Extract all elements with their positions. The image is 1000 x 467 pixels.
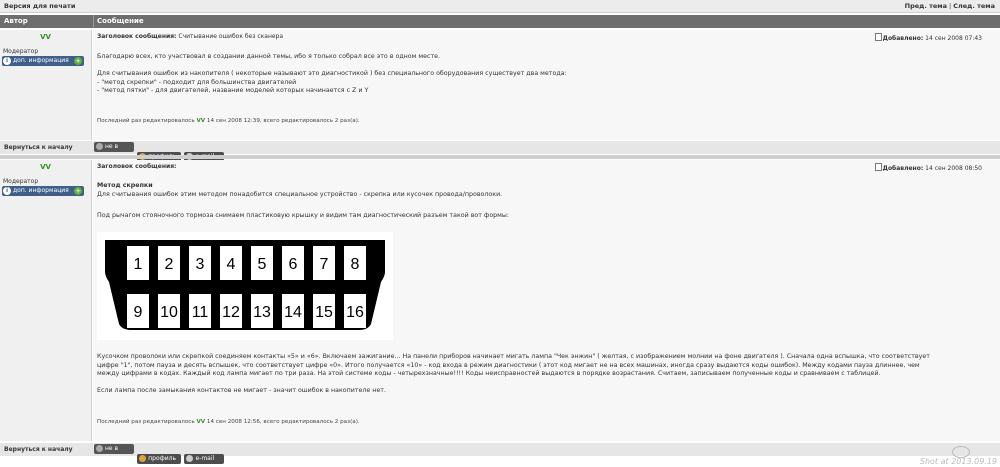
profile-label: профиль: [148, 455, 177, 462]
connector-pin-label: 15: [315, 304, 333, 321]
body-line: Для считывания ошибок этим методом понадобится специальное устройство - скрепка или кусочек провода/проволоки.: [97, 190, 503, 198]
offline-label: не в сети: [105, 445, 120, 462]
post-date: [875, 33, 982, 42]
watermark: Shot at 2013.09.19: [919, 457, 997, 466]
body-line: [97, 199, 977, 208]
info-icon: i: [3, 57, 11, 65]
author-column-header: Автор: [4, 17, 28, 25]
post-author-panel: [0, 30, 92, 140]
connector-pin-label: 4: [226, 256, 236, 273]
post-body: [97, 53, 977, 96]
body-line: - "метод скрепки" - подходит для большинства двигателей: [97, 78, 297, 86]
topic-nav-separator: |: [949, 2, 952, 10]
expand-plus-icon: +: [75, 57, 81, 65]
post-actions: [94, 444, 225, 464]
connector-pin-label: 6: [288, 256, 298, 273]
posted-date: 14 сен 2008 08:50: [925, 165, 982, 172]
body-line: Если лампа после замыкания контактов не мигает - значит ошибок в накопителе нет.: [97, 387, 386, 395]
offline-label: не в: [105, 143, 119, 150]
post-content: [93, 30, 1000, 140]
post-1-footer: [0, 141, 1000, 154]
author-name[interactable]: VV: [40, 163, 51, 171]
message-column-header: Сообщение: [93, 15, 144, 28]
prev-topic-link[interactable]: Пред. тема: [904, 2, 947, 10]
edit-note-suffix: 14 сен 2008 12:39, всего редактировалось 2 раз(а).: [206, 118, 360, 124]
post-actions: [94, 142, 225, 162]
obd-connector-image: [97, 232, 393, 340]
edit-note-suffix: 14 сен 2008 12:56, всего редактировалось 2 раз(а).: [206, 419, 360, 425]
profile-icon: [139, 455, 146, 462]
edit-note-prefix: Последний раз редактировалось: [97, 118, 195, 124]
author-rank: Модератор: [3, 178, 39, 185]
connector-pin-label: 14: [284, 304, 302, 321]
posted-label: Добавлено:: [882, 35, 924, 42]
more-info-button[interactable]: [2, 186, 84, 196]
post-link-icon[interactable]: [875, 163, 882, 171]
offline-status-button[interactable]: [94, 142, 134, 152]
post-date: [875, 163, 982, 172]
body-heading: Метод скрепки: [97, 182, 153, 189]
edit-note: [97, 419, 360, 425]
connector-pin-label: 7: [319, 256, 329, 273]
obd-connector-diagram: [97, 232, 393, 340]
body-line: [97, 62, 977, 71]
status-icon: [96, 143, 103, 150]
connector-pin-label: 16: [346, 304, 364, 321]
connector-pin-label: 12: [222, 304, 240, 321]
more-info-label: доп. информация: [13, 57, 69, 64]
profile-button[interactable]: [137, 454, 181, 464]
connector-pin-label: 3: [195, 256, 205, 273]
connector-pin-label: 5: [257, 256, 267, 273]
table-header: [0, 15, 1000, 28]
status-icon: [96, 445, 103, 452]
email-button[interactable]: [184, 454, 224, 464]
subject-label: Заголовок сообщения:: [97, 33, 177, 40]
connector-pin-label: 13: [253, 304, 271, 321]
body-line: Под рычагом стояночного тормоза снимаем пластиковую крышку и видим там диагностический разъем такой вот формы:: [97, 211, 510, 219]
post-1: [0, 30, 1000, 140]
edit-note-user[interactable]: VV: [196, 419, 206, 425]
offline-status-button[interactable]: [94, 444, 134, 462]
body-line: между цифрами в кодах. Каждый код лампа мигает по три раза. На этой системе коды - четырехзначные!!!! Коды неисправностей выдаются в порядке возрастания. Считаем, записываем полученные коды и сравниваем с таблицей.: [97, 370, 881, 378]
edit-note-user[interactable]: VV: [196, 118, 206, 124]
connector-pin-label: 10: [160, 304, 178, 321]
edit-note: [97, 118, 360, 124]
author-rank: Модератор: [3, 48, 39, 55]
author-name[interactable]: VV: [40, 33, 51, 41]
email-icon: [186, 455, 193, 462]
post-body-bottom: [97, 353, 977, 396]
post-subject: [97, 163, 176, 170]
post-body-top: [97, 182, 977, 220]
post-subject: [97, 33, 283, 40]
subject-text: Считывание ошибок без сканера: [178, 33, 284, 40]
next-topic-link[interactable]: След. тема: [953, 2, 995, 10]
body-line: - "метод пятки" - для двигателей, название моделей которых начинается с Z и Y: [97, 87, 369, 95]
connector-pin-label: 1: [133, 256, 143, 273]
posted-label: Добавлено:: [882, 165, 924, 172]
expand-plus-icon: +: [75, 187, 81, 195]
print-version-link[interactable]: Версия для печати: [4, 2, 76, 10]
body-line: Кусочком проволоки или скрепкой соединяем контакты «5» и «6». Включаем зажигание... На панели приборов начинает мигать лампа "Чек энжин" ( желтая, с изображением молнии на фоне двигателя ). Сначала одна вспышка, что соответствует: [97, 353, 930, 360]
edit-note-prefix: Последний раз редактировалось: [97, 419, 195, 425]
more-info-label: доп. информация: [13, 187, 69, 194]
post-divider: [0, 155, 1000, 159]
body-line: Для считывания ошибок из накопителя ( некоторые называют это диагностикой ) без специального оборудования существует два метода:: [97, 70, 567, 78]
back-to-top-link[interactable]: Вернуться к началу: [4, 446, 73, 453]
posted-date: 14 сен 2008 07:43: [925, 35, 982, 42]
connector-pin-label: 11: [191, 304, 209, 321]
top-bar: [0, 0, 1000, 13]
connector-pin-label: 2: [164, 256, 174, 273]
email-label: e-mail: [195, 455, 215, 462]
topic-nav: [905, 2, 995, 10]
body-line: цифре "1", потом пауза и десять вспышек, что соответствует цифре «0». Итого получается «10» - код входа в режим диагностики ( этот код мигает не на всех машинах, иногда сразу выдаются коды ошибок). Между кодами пауза длиннее, чем: [97, 361, 920, 369]
back-to-top-link[interactable]: Вернуться к началу: [4, 144, 73, 151]
subject-label: Заголовок сообщения:: [97, 163, 177, 170]
post-link-icon[interactable]: [875, 33, 882, 41]
body-line: Благодарю всех, кто участвовал в создании данной темы, ибо я только собрал все это в одном месте.: [97, 53, 441, 60]
info-icon: i: [3, 187, 11, 195]
more-info-button[interactable]: [2, 56, 84, 66]
post-author-panel: [0, 160, 92, 441]
connector-pin-label: 8: [350, 256, 360, 273]
connector-pin-label: 9: [133, 304, 143, 321]
